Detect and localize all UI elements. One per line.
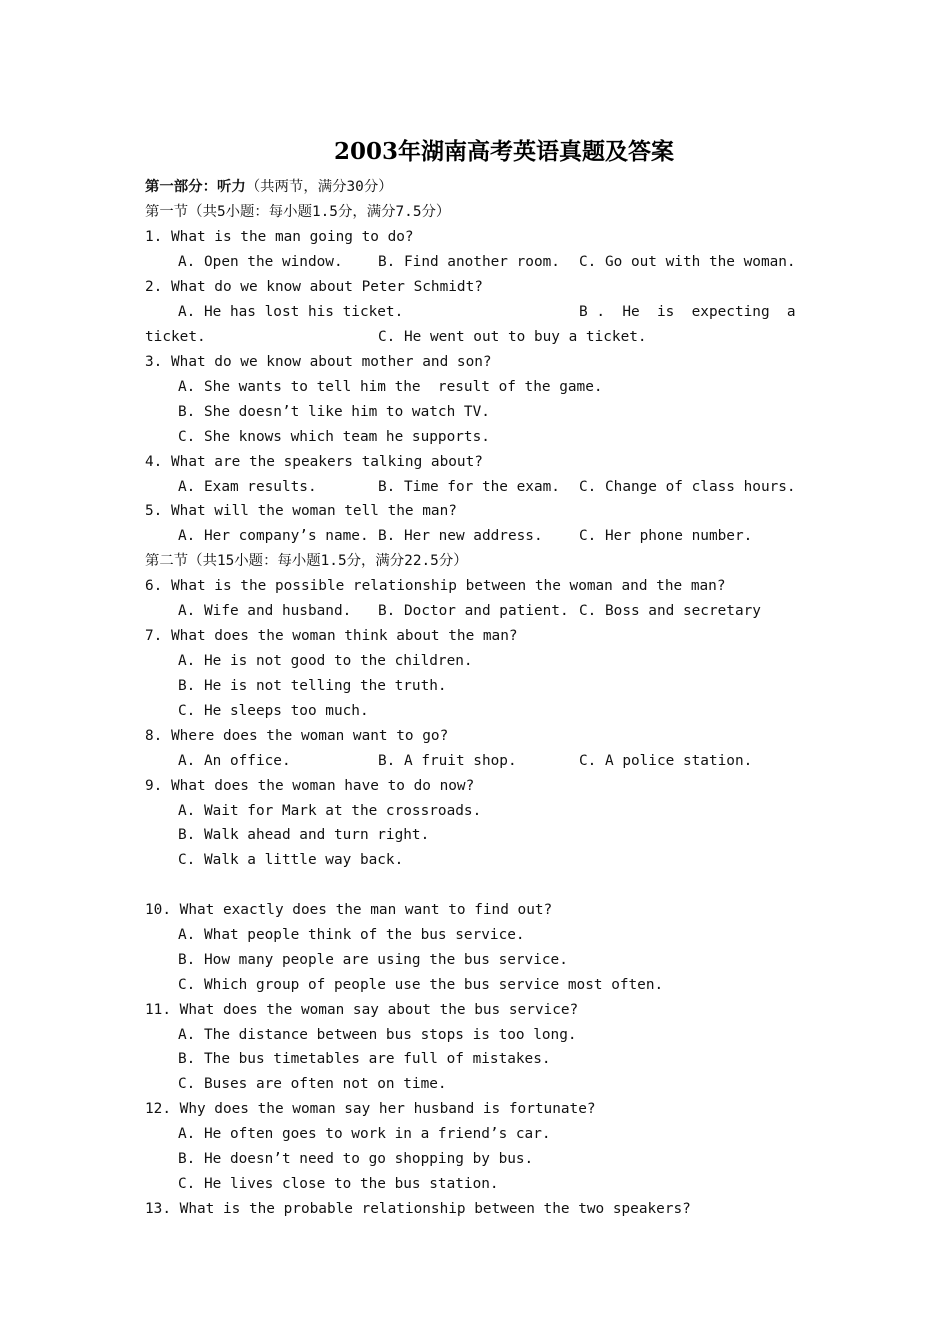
question-7: 7. What does the woman think about the man? — [145, 628, 518, 644]
question-11: 11. What does the woman say about the bus service? — [145, 1002, 579, 1018]
question-7-option-c: C. He sleeps too much. — [178, 703, 369, 719]
question-1-option-a: A. Open the window. — [178, 254, 343, 270]
part1-heading-rest: （共两节，满分30分） — [245, 179, 393, 195]
question-12-option-a: A. He often goes to work in a friend’s car. — [178, 1126, 551, 1142]
question-10-option-c: C. Which group of people use the bus service most often. — [178, 977, 664, 993]
question-11-option-a: A. The distance between bus stops is too long. — [178, 1027, 577, 1043]
question-7-option-b: B. He is not telling the truth. — [178, 678, 447, 694]
question-12-option-c: C. He lives close to the bus station. — [178, 1176, 499, 1192]
question-10-option-a: A. What people think of the bus service. — [178, 927, 525, 943]
question-11-option-c: C. Buses are often not on time. — [178, 1076, 447, 1092]
question-4-option-c: C. Change of class hours. — [579, 479, 796, 495]
question-2: 2. What do we know about Peter Schmidt? — [145, 279, 483, 295]
question-4-option-b: B. Time for the exam. — [378, 479, 560, 495]
question-9-option-a: A. Wait for Mark at the crossroads. — [178, 803, 482, 819]
question-6-option-c: C. Boss and secretary — [579, 603, 761, 619]
question-3-option-c: C. She knows which team he supports. — [178, 429, 490, 445]
question-1: 1. What is the man going to do? — [145, 229, 414, 245]
question-2-option-b-continued: ticket. — [145, 329, 206, 345]
question-12: 12. Why does the woman say her husband is fortunate? — [145, 1101, 596, 1117]
question-12-option-b: B. He doesn’t need to go shopping by bus. — [178, 1151, 534, 1167]
question-2-option-b: B . He is expecting a — [579, 304, 796, 320]
question-6-option-a: A. Wife and husband. — [178, 603, 352, 619]
question-8-option-c: C. A police station. — [579, 753, 753, 769]
question-13: 13. What is the probable relationship between the two speakers? — [145, 1201, 691, 1217]
question-10-option-b: B. How many people are using the bus service. — [178, 952, 568, 968]
question-4: 4. What are the speakers talking about? — [145, 454, 483, 470]
question-5-option-b: B. Her new address. — [378, 528, 543, 544]
question-5-option-c: C. Her phone number. — [579, 528, 753, 544]
question-5-option-a: A. Her company’s name. — [178, 528, 369, 544]
question-6-option-b: B. Doctor and patient. — [378, 603, 569, 619]
document-title: 2003年湖南高考英语真题及答案 — [333, 138, 674, 165]
question-10: 10. What exactly does the man want to find out? — [145, 902, 553, 918]
question-7-option-a: A. He is not good to the children. — [178, 653, 473, 669]
question-9-option-c: C. Walk a little way back. — [178, 852, 404, 868]
question-8-option-a: A. An office. — [178, 753, 291, 769]
part1-heading-bold: 第一部分：听力 — [145, 179, 246, 195]
question-3-option-b: B. She doesn’t like him to watch TV. — [178, 404, 490, 420]
question-9-option-b: B. Walk ahead and turn right. — [178, 827, 430, 843]
question-3-option-a: A. She wants to tell him the result of the game. — [178, 379, 603, 395]
question-8-option-b: B. A fruit shop. — [378, 753, 517, 769]
question-8: 8. Where does the woman want to go? — [145, 728, 449, 744]
part1-heading — [145, 178, 393, 196]
question-3: 3. What do we know about mother and son? — [145, 354, 492, 370]
question-1-option-c: C. Go out with the woman. — [579, 254, 796, 270]
question-4-option-a: A. Exam results. — [178, 479, 317, 495]
question-6: 6. What is the possible relationship between the woman and the man? — [145, 578, 726, 594]
question-2-option-a: A. He has lost his ticket. — [178, 304, 404, 320]
question-2-option-c: C. He went out to buy a ticket. — [378, 329, 647, 345]
question-1-option-b: B. Find another room. — [378, 254, 560, 270]
question-9: 9. What does the woman have to do now? — [145, 778, 475, 794]
question-11-option-b: B. The bus timetables are full of mistakes. — [178, 1051, 551, 1067]
section2-heading: 第二节（共15小题：每小题1.5分，满分22.5分） — [145, 553, 468, 569]
question-5: 5. What will the woman tell the man? — [145, 503, 457, 519]
section1-heading: 第一节（共5小题：每小题1.5分，满分7.5分） — [145, 204, 451, 220]
